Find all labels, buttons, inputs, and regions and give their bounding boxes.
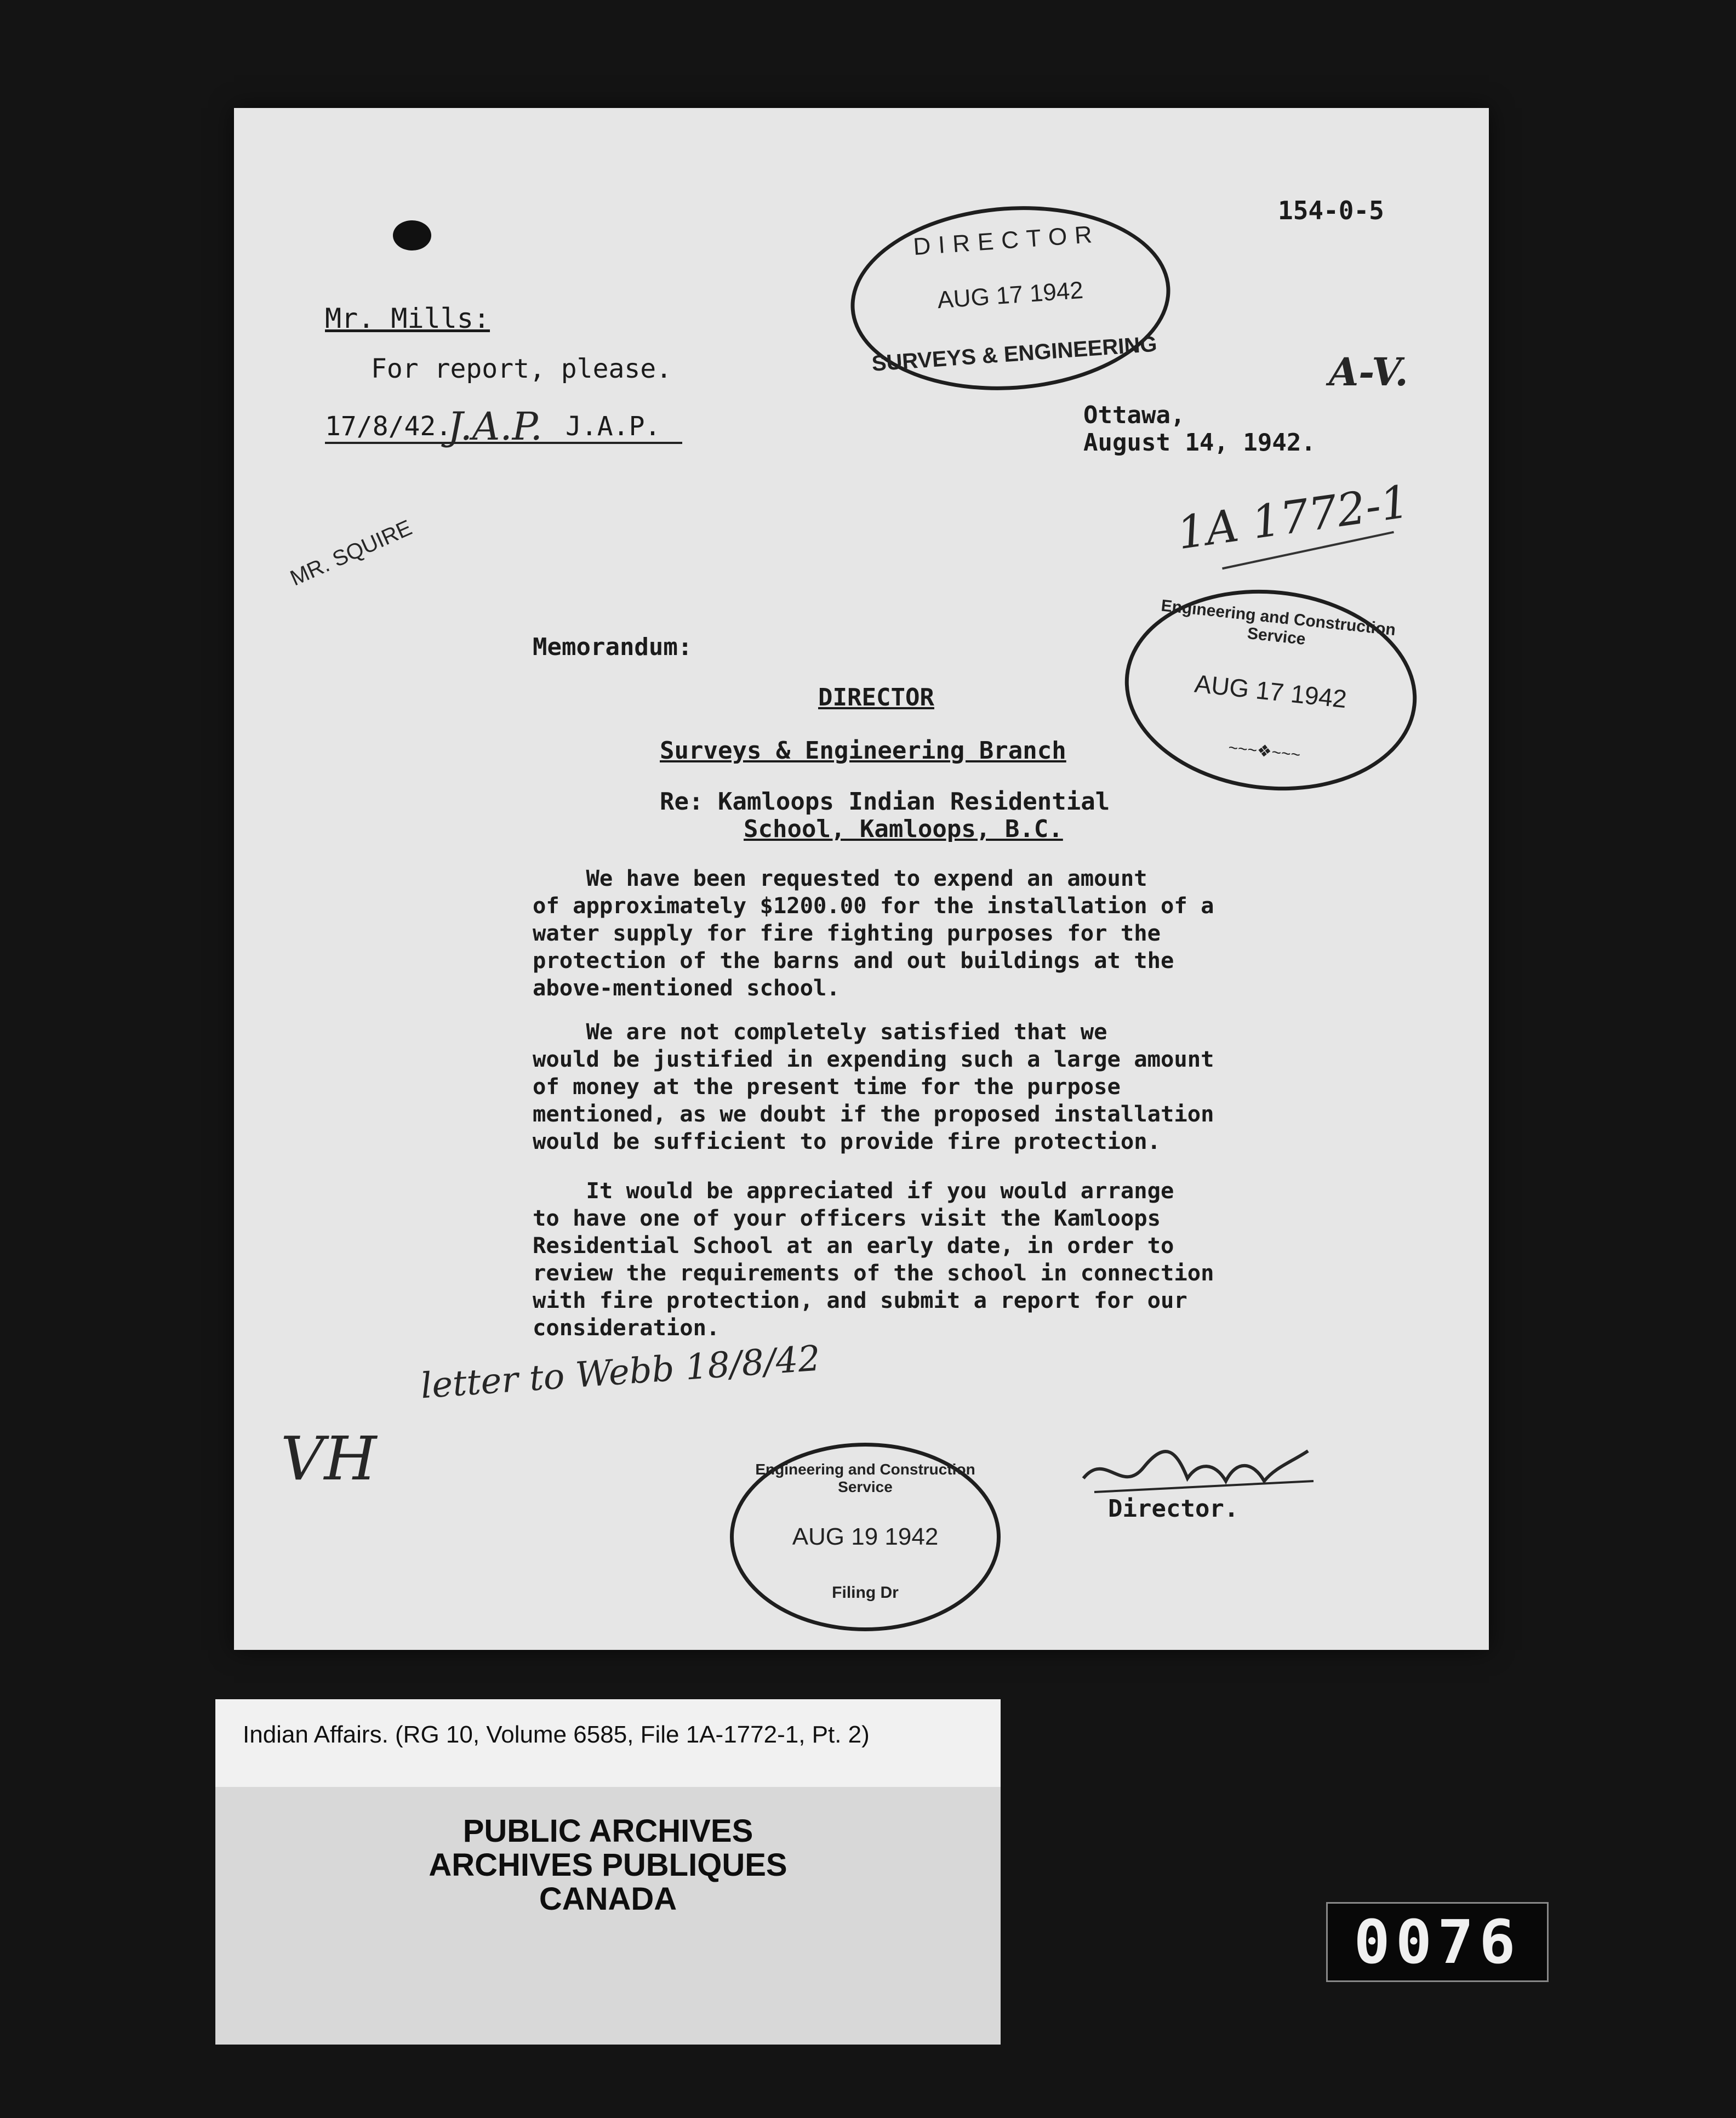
archive-line-1: PUBLIC ARCHIVES	[462, 1813, 753, 1849]
handwritten-initials: J.A.P.	[448, 404, 542, 449]
stamp3-top: Engineering and Construction Service	[755, 1461, 975, 1495]
addressee-note: Mr. Mills:	[325, 303, 490, 334]
memo-date: August 14, 1942.	[1083, 429, 1316, 457]
signature-title: Director.	[1108, 1495, 1239, 1523]
re-line-1: Re: Kamloops Indian Residential	[660, 788, 1110, 816]
paragraph-2: We are not completely satisfied that we would be justified in expending such a large amount of money at the present time for the purpose mentioned, as we doubt if the proposed installation would be sufficient to provide fire protection.	[533, 1018, 1214, 1154]
note-typed-initials: J.A.P.	[566, 411, 661, 442]
handwritten-letter-note: letter to Webb 18/8/42	[419, 1338, 822, 1407]
stamp-engineering-construction-1	[1115, 576, 1426, 805]
memorandum-label: Memorandum:	[533, 633, 693, 661]
frame-number: 0076	[1326, 1902, 1549, 1982]
stamp3-bottom: Filing Dr	[832, 1584, 899, 1602]
handwritten-file-ref: 1A 1772-1	[1174, 475, 1413, 560]
note-instruction: For report, please.	[371, 354, 672, 384]
archive-line-3: CANADA	[539, 1881, 677, 1917]
memo-page	[234, 108, 1489, 1650]
note-date: 17/8/42.	[325, 411, 452, 442]
paragraph-1: We have been requested to expend an amount of approximately $1200.00 for the installation of a water supply for fire fighting purposes for the protection of the barns and out buildings at the above-mentioned school.	[533, 865, 1214, 1001]
file-number: 154-0-5	[1278, 196, 1384, 225]
archive-stamp-strip	[215, 1787, 1001, 2045]
archive-line-2: ARCHIVES PUBLIQUES	[429, 1847, 787, 1883]
to-branch: Surveys & Engineering Branch	[660, 737, 1066, 765]
re-line-2: School, Kamloops, B.C.	[744, 815, 1063, 843]
stamp2-date: AUG 17 1942	[1193, 669, 1349, 714]
archive-reference-label	[215, 1699, 1001, 1787]
place: Ottawa,	[1083, 401, 1185, 429]
paragraph-3: It would be appreciated if you would arrange to have one of your officers visit the Kamloops Residential School at an early date, in order to review the requirements of the school in connection with fire protection, and submit a report for our consideration.	[533, 1177, 1214, 1341]
stamp-engineering-construction-2	[730, 1443, 1001, 1631]
stamp1-top: DIRECTOR	[912, 220, 1101, 261]
archive-reference: Indian Affairs. (RG 10, Volume 6585, File 1A-1772-1, Pt. 2)	[243, 1721, 870, 1748]
to-director: DIRECTOR	[818, 684, 934, 711]
handwritten-av: A-V.	[1329, 349, 1408, 395]
stamp2-top: Engineering and Construction Service	[1160, 596, 1397, 649]
stamp1-bottom: SURVEYS & ENGINEERING	[871, 332, 1158, 376]
stamp1-date: AUG 17 1942	[936, 276, 1084, 314]
stamp2-ornament: ~~~❖~~~	[1227, 738, 1301, 765]
archive-name	[215, 1814, 1001, 1916]
stamp-director-surveys	[844, 196, 1177, 401]
handwritten-mr-squire: MR. SQUIRE	[287, 515, 416, 591]
ink-blot	[393, 220, 431, 250]
stamp3-date: AUG 19 1942	[792, 1523, 939, 1550]
handwritten-margin-initials: VH	[281, 1424, 377, 1494]
